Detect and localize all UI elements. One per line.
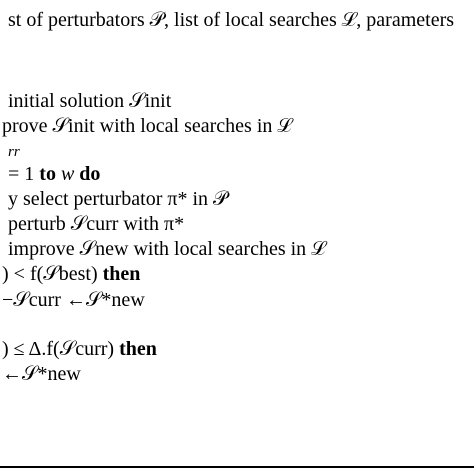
algorithm-input-line: st of perturbators 𝒫, list of local searches ℒ, parameters <box>8 9 455 31</box>
algorithm-line-if-accept <box>2 337 157 361</box>
keyword-do: do <box>79 163 101 185</box>
algorithm-line-curr-assign: rr <box>8 144 20 160</box>
condition-best: ) < f(𝒮best) <box>2 263 103 285</box>
bottom-rule <box>0 466 474 468</box>
algorithm-line-initial-solution: initial solution 𝒮init <box>8 90 172 112</box>
algorithm-line-perturb: perturb 𝒮curr with π* <box>8 213 185 235</box>
algorithm-line-improve-init: prove 𝒮init with local searches in ℒ <box>2 115 292 137</box>
algorithm-line-select-perturbator: y select perturbator π* in 𝒫 <box>8 188 228 210</box>
keyword-then: then <box>102 263 141 285</box>
algorithm-line-improve-new: improve 𝒮new with local searches in ℒ <box>8 238 326 260</box>
condition-accept: ) ≤ Δ.f(𝒮curr) <box>2 338 120 360</box>
algorithm-line-for-loop <box>8 162 100 186</box>
algorithm-line-assign-curr: ←𝒮*new <box>2 363 81 385</box>
loop-bound: w <box>55 163 80 185</box>
keyword-to: to <box>39 163 56 185</box>
algorithm-line-assign-best: −𝒮curr ←𝒮*new <box>2 289 145 311</box>
keyword-then-2: then <box>119 338 157 360</box>
algorithm-line-if-best <box>2 262 140 286</box>
for-loop-range: = 1 <box>8 163 40 185</box>
